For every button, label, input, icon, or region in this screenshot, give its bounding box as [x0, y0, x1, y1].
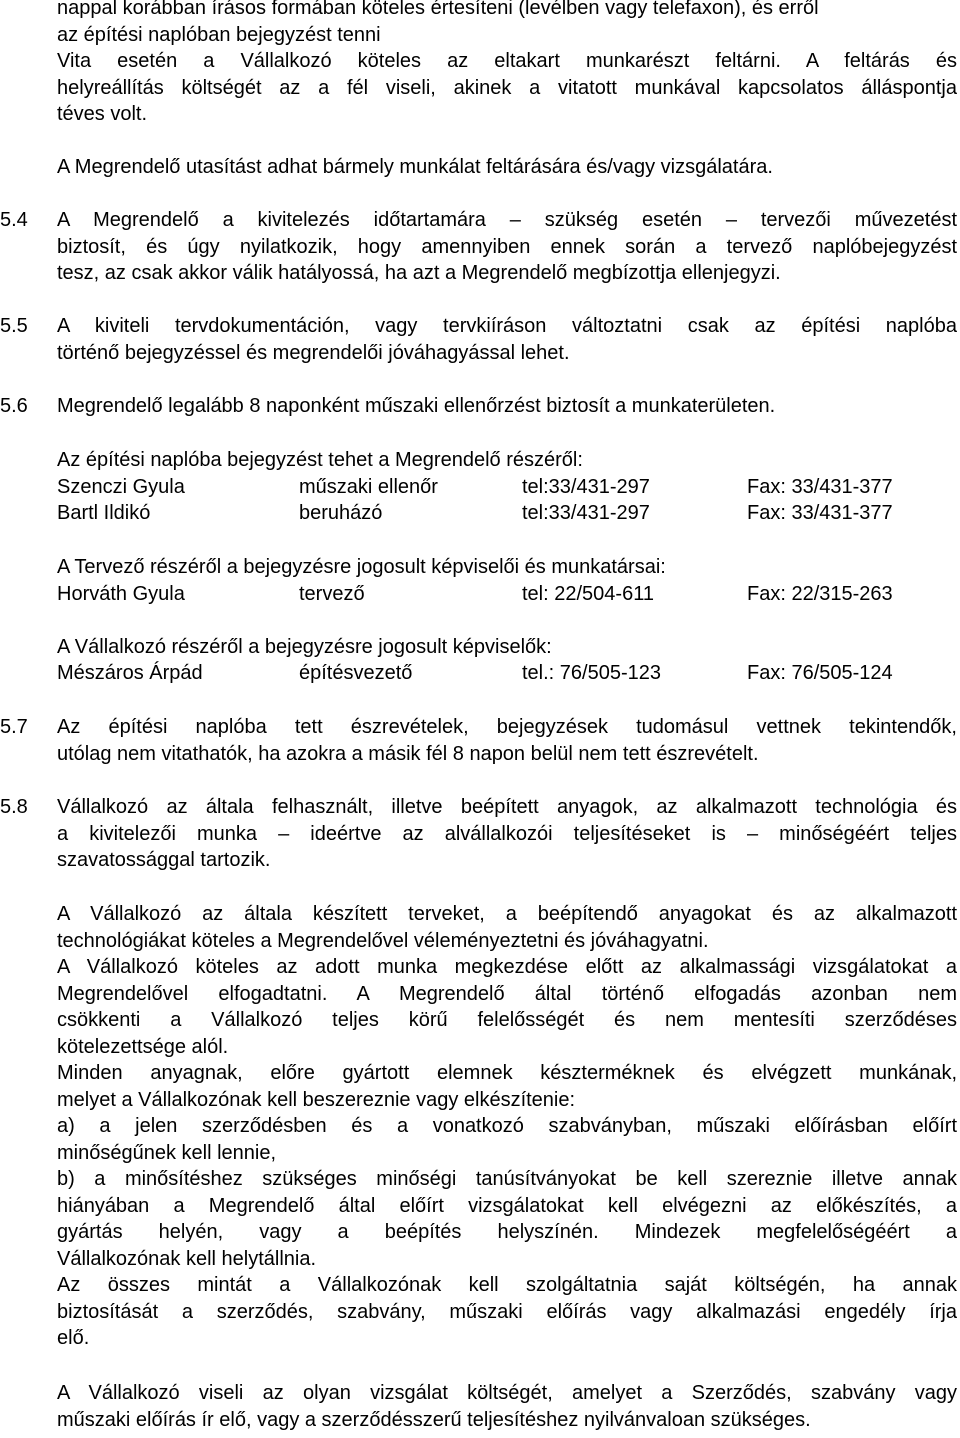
text-line: az építési naplóban bejegyzést tenni	[57, 23, 381, 46]
text-line: melyet a Vállalkozónak kell beszereznie vagy elkészítenie:	[57, 1088, 576, 1111]
instruction-paragraph	[57, 154, 957, 181]
customer-contacts-heading	[57, 447, 957, 474]
text-line: csökkenti a Vállalkozó teljes körű felelősségét és nem mentesíti szerződéses	[57, 1009, 957, 1031]
section-number: 5.6	[0, 395, 28, 417]
text-line: Megrendelővel elfogadtatni. A Megrendelő által történő elfogadás azonban nem	[57, 982, 957, 1005]
text-line: történő bejegyzéssel és megrendelői jóváhagyással lehet.	[57, 341, 570, 364]
contact-phone: tel:33/431-297	[522, 476, 650, 498]
text-line: minőségűnek kell lennie,	[57, 1141, 277, 1164]
text-line: helyreállítás költségét az a fél viseli, akinek a vitatott munkával kapcsolatos álláspontja	[57, 76, 957, 99]
contact-phone: tel.: 76/505-123	[522, 662, 661, 684]
text-line: nappal korábban írásos formában köteles értesíteni (levélben vagy telefaxon), és erről	[57, 0, 819, 19]
contact-name: Szenczi Gyula	[57, 476, 185, 498]
contact-fax: Fax: 76/505-124	[747, 662, 893, 684]
text-line: gyártás helyén, vagy a beépítés helyszínén. Mindezek megfelelőségéért a	[57, 1221, 957, 1243]
contact-fax: Fax: 33/431-377	[747, 476, 893, 498]
intro-paragraph	[57, 0, 957, 128]
text-line: Vállalkozó az általa felhasznált, illetve beépített anyagok, az alkalmazott technológia és	[57, 796, 957, 818]
section-number: 5.7	[0, 716, 28, 738]
contact-role: építésvezető	[299, 662, 413, 684]
section-number: 5.5	[0, 315, 28, 337]
text-line: a) a jelen szerződésben és a vonatkozó szabványban, műszaki előírásban előírt	[57, 1115, 957, 1137]
text-line: A Vállalkozó köteles az adott munka megkezdése előtt az alkalmassági vizsgálatokat a	[57, 956, 957, 978]
contact-role: tervező	[299, 583, 365, 605]
text-line: biztosítását a szerződés, szabvány, műszaki előírás vagy alkalmazási engedély írja	[57, 1300, 957, 1323]
text-line: Vállalkozónak kell helytállnia.	[57, 1247, 317, 1270]
contact-fax: Fax: 33/431-377	[747, 502, 893, 524]
text-line: A Tervező részéről a bejegyzésre jogosult képviselői és munkatársai:	[57, 556, 666, 578]
text-line: szavatossággal tartozik.	[57, 849, 271, 871]
text-line: Vita esetén a Vállalkozó köteles az eltakart munkarészt feltárni. A feltárás és	[57, 50, 957, 72]
text-line: A Megrendelő a kivitelezés időtartamára – szükség esetén – tervezői művezetést	[57, 209, 957, 231]
contact-phone: tel:33/431-297	[522, 502, 650, 524]
contact-name: Bartl Ildikó	[57, 502, 151, 524]
text-line: b) a minősítéshez szükséges minőségi tanúsítványokat be kell szereznie illetve annak	[57, 1168, 957, 1190]
text-line: hiányában a Megrendelő által előírt vizsgálatokat kell elvégezni az előkészítés, a	[57, 1194, 957, 1217]
text-line: A kiviteli tervdokumentáción, vagy tervkiíráson változtatni csak az építési naplóba	[57, 315, 957, 337]
designer-contacts-heading	[57, 554, 957, 581]
text-line: utólag nem vitathatók, ha azokra a másik fél 8 napon belül nem tett észrevételt.	[57, 742, 759, 765]
contact-phone: tel: 22/504-611	[522, 583, 654, 605]
text-line: Az építési naplóba bejegyzést tehet a Megrendelő részéről:	[57, 449, 583, 471]
text-line: A Vállalkozó részéről a bejegyzésre jogosult képviselők:	[57, 636, 552, 658]
text-line: műszaki előírás ír elő, vagy a szerződésszerű teljesítéshez nyilvánvaloan szükséges.	[57, 1408, 811, 1431]
section-number: 5.4	[0, 209, 28, 231]
text-line: technológiákat köteles a Megrendelővel véleményeztetni és jóváhagyatni.	[57, 929, 709, 952]
text-line: Az építési naplóba tett észrevételek, bejegyzések tudomásul vettnek tekintendők,	[57, 716, 957, 738]
text-line: kötelezettsége alól.	[57, 1035, 229, 1058]
text-line: a kivitelezői munka – ideértve az alvállalkozói teljesítéseket is – minőségéért teljes	[57, 822, 957, 845]
contact-role: műszaki ellenőr	[299, 476, 438, 498]
contact-name: Mészáros Árpád	[57, 662, 203, 684]
paragraph	[57, 901, 957, 1352]
section-number: 5.8	[0, 796, 28, 818]
contact-role: beruházó	[299, 502, 383, 524]
text-line: Az összes mintát a Vállalkozónak kell szolgáltatnia saját költségén, ha annak	[57, 1274, 957, 1296]
paragraph	[57, 1380, 957, 1433]
text-line: biztosít, és úgy nyilatkozik, hogy amennyiben ennek során a tervező naplóbejegyzést	[57, 235, 957, 258]
text-line: Minden anyagnak, előre gyártott elemnek készterméknek és elvégzett munkának,	[57, 1062, 957, 1084]
text-line: Megrendelő legalább 8 naponként műszaki ellenőrzést biztosít a munkaterületen.	[57, 395, 776, 417]
text-line: téves volt.	[57, 103, 148, 125]
text-line: tesz, az csak akkor válik hatályossá, ha azt a Megrendelő megbízottja ellenjegyzi.	[57, 262, 781, 284]
text-line: elő.	[57, 1327, 90, 1349]
contact-fax: Fax: 22/315-263	[747, 583, 893, 605]
text-line: A Vállalkozó viseli az olyan vizsgálat költségét, amelyet a Szerződés, szabvány vagy	[57, 1382, 957, 1404]
text-line: A Megrendelő utasítást adhat bármely munkálat feltárására és/vagy vizsgálatára.	[57, 156, 773, 178]
text-line: A Vállalkozó az általa készített terveket, a beépítendő anyagokat és az alkalmazott	[57, 903, 957, 925]
contractor-contacts-heading	[57, 634, 957, 661]
contact-name: Horváth Gyula	[57, 583, 185, 605]
